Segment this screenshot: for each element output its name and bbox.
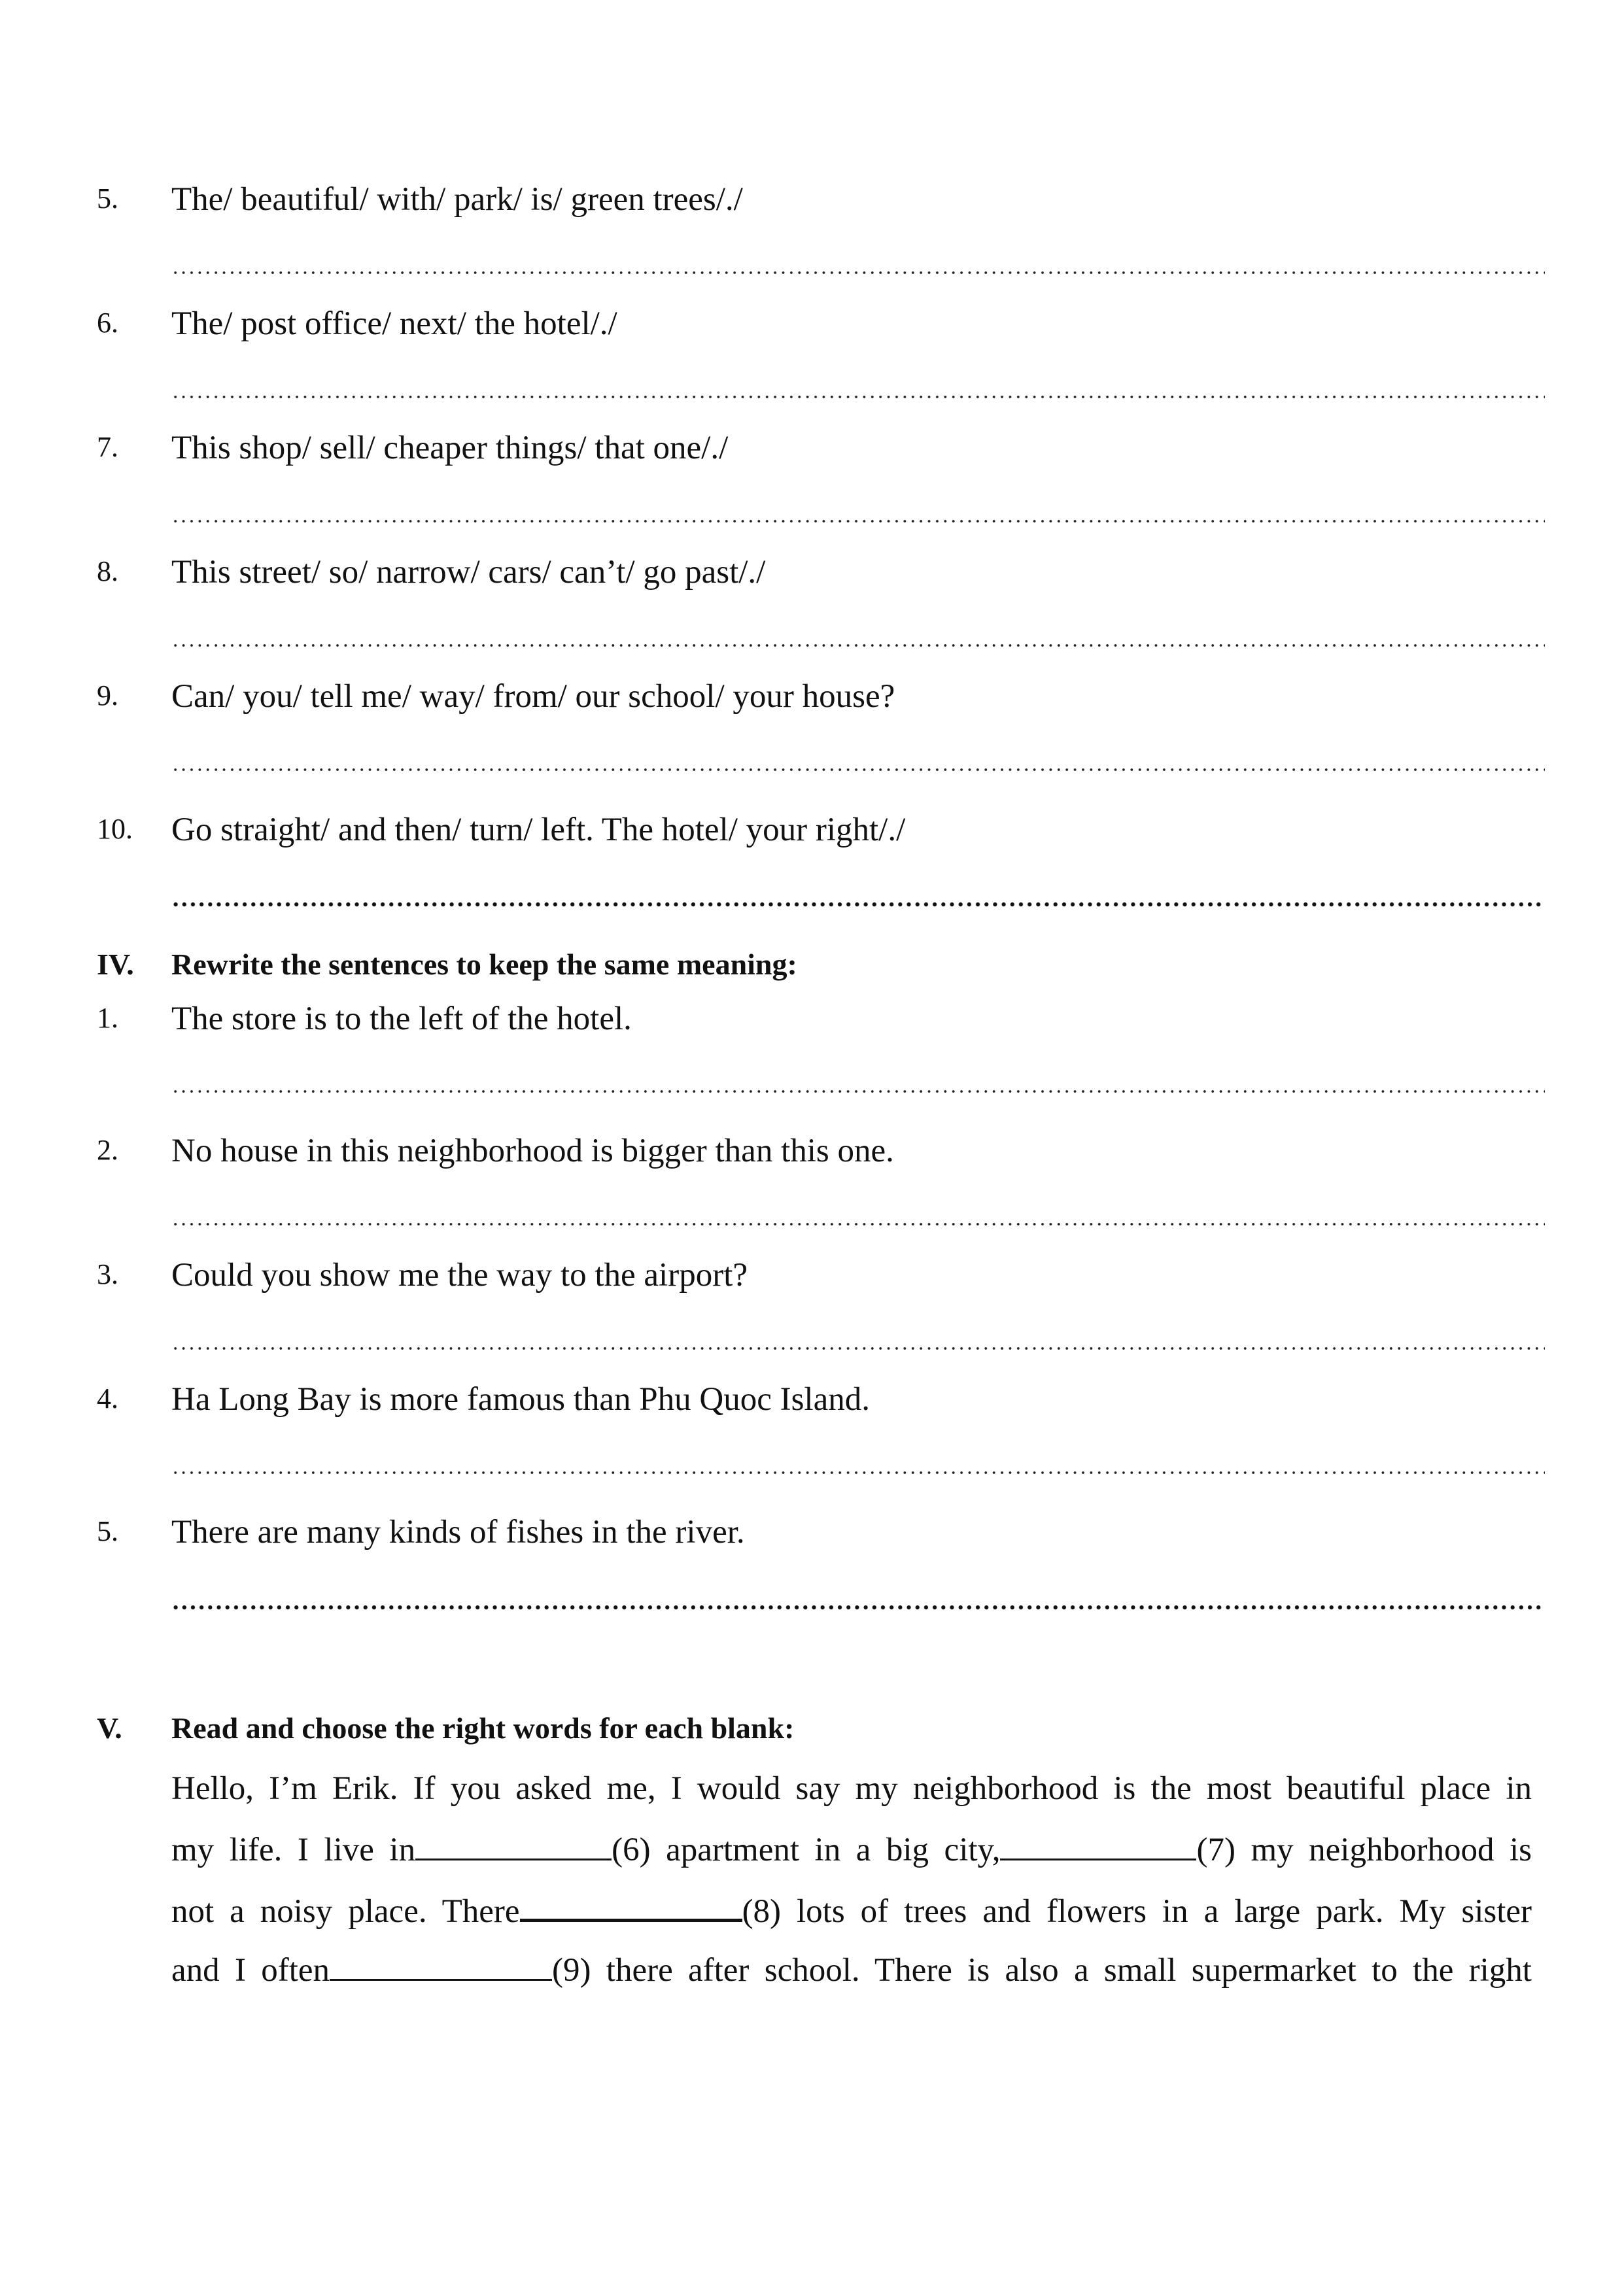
item-number: 10. bbox=[97, 813, 133, 845]
passage-text: not a noisy place. There bbox=[171, 1893, 520, 1930]
item-number: 5. bbox=[97, 1515, 118, 1547]
item-prompt: There are many kinds of fishes in the river. bbox=[171, 1514, 745, 1551]
passage-text: (7) my neighborhood is bbox=[1196, 1832, 1532, 1868]
passage-line-3 bbox=[171, 1893, 1532, 1928]
item-number: 8. bbox=[97, 555, 118, 587]
answer-line[interactable] bbox=[171, 270, 1545, 275]
passage-text: (9) there after school. There is also a small supermarket to the right bbox=[552, 1952, 1532, 1989]
answer-line[interactable] bbox=[171, 643, 1545, 648]
blank-9[interactable] bbox=[330, 1953, 552, 1981]
item-prompt: This shop/ sell/ cheaper things/ that one/./ bbox=[171, 430, 729, 466]
item-prompt: No house in this neighborhood is bigger than this one. bbox=[171, 1133, 894, 1169]
answer-line[interactable] bbox=[171, 394, 1545, 400]
answer-line[interactable] bbox=[171, 519, 1545, 524]
item-number: 9. bbox=[97, 679, 118, 711]
passage-text: (8) lots of trees and flowers in a large park. My sister bbox=[742, 1893, 1532, 1930]
item-number: 6. bbox=[97, 307, 118, 339]
item-number: 4. bbox=[97, 1382, 118, 1414]
answer-line[interactable] bbox=[171, 767, 1545, 772]
item-number: 7. bbox=[97, 431, 118, 463]
passage-text: (6) apartment in a big city, bbox=[612, 1832, 1001, 1868]
section-heading: Read and choose the right words for each blank: bbox=[171, 1711, 795, 1745]
passage-text: and I often bbox=[171, 1952, 330, 1989]
item-number: 1. bbox=[97, 1002, 118, 1034]
passage-line-4 bbox=[171, 1953, 1532, 1987]
blank-6[interactable] bbox=[415, 1832, 612, 1860]
answer-line[interactable] bbox=[171, 1222, 1545, 1227]
item-prompt: This street/ so/ narrow/ cars/ can’t/ go past/./ bbox=[171, 554, 766, 591]
item-prompt: The store is to the left of the hotel. bbox=[171, 1001, 632, 1037]
answer-line[interactable] bbox=[171, 1470, 1545, 1475]
item-prompt: Ha Long Bay is more famous than Phu Quoc Island. bbox=[171, 1381, 870, 1418]
answer-line[interactable] bbox=[171, 1089, 1545, 1094]
item-prompt: Could you show me the way to the airport? bbox=[171, 1257, 748, 1294]
item-number: 2. bbox=[97, 1134, 118, 1166]
blank-8[interactable] bbox=[520, 1893, 742, 1922]
item-prompt: The/ post office/ next/ the hotel/./ bbox=[171, 305, 617, 342]
item-number: 5. bbox=[97, 182, 118, 214]
section-heading: Rewrite the sentences to keep the same meaning: bbox=[171, 948, 797, 981]
item-prompt: Go straight/ and then/ turn/ left. The hotel/ your right/./ bbox=[171, 812, 906, 848]
item-prompt: The/ beautiful/ with/ park/ is/ green trees/./ bbox=[171, 181, 743, 218]
section-numeral: V. bbox=[97, 1711, 122, 1745]
answer-line[interactable] bbox=[171, 901, 1545, 908]
item-number: 3. bbox=[97, 1258, 118, 1290]
answer-line[interactable] bbox=[171, 1604, 1545, 1611]
section-numeral: IV. bbox=[97, 948, 134, 981]
answer-line[interactable] bbox=[171, 1346, 1545, 1351]
passage-text: my life. I live in bbox=[171, 1832, 416, 1868]
item-prompt: Can/ you/ tell me/ way/ from/ our school/ your house? bbox=[171, 678, 895, 715]
passage-line-1: Hello, I’m Erik. If you asked me, I would say my neighborhood is the most beautiful place in bbox=[171, 1770, 1532, 1807]
passage-line-2 bbox=[171, 1832, 1532, 1867]
blank-7[interactable] bbox=[1000, 1832, 1196, 1860]
